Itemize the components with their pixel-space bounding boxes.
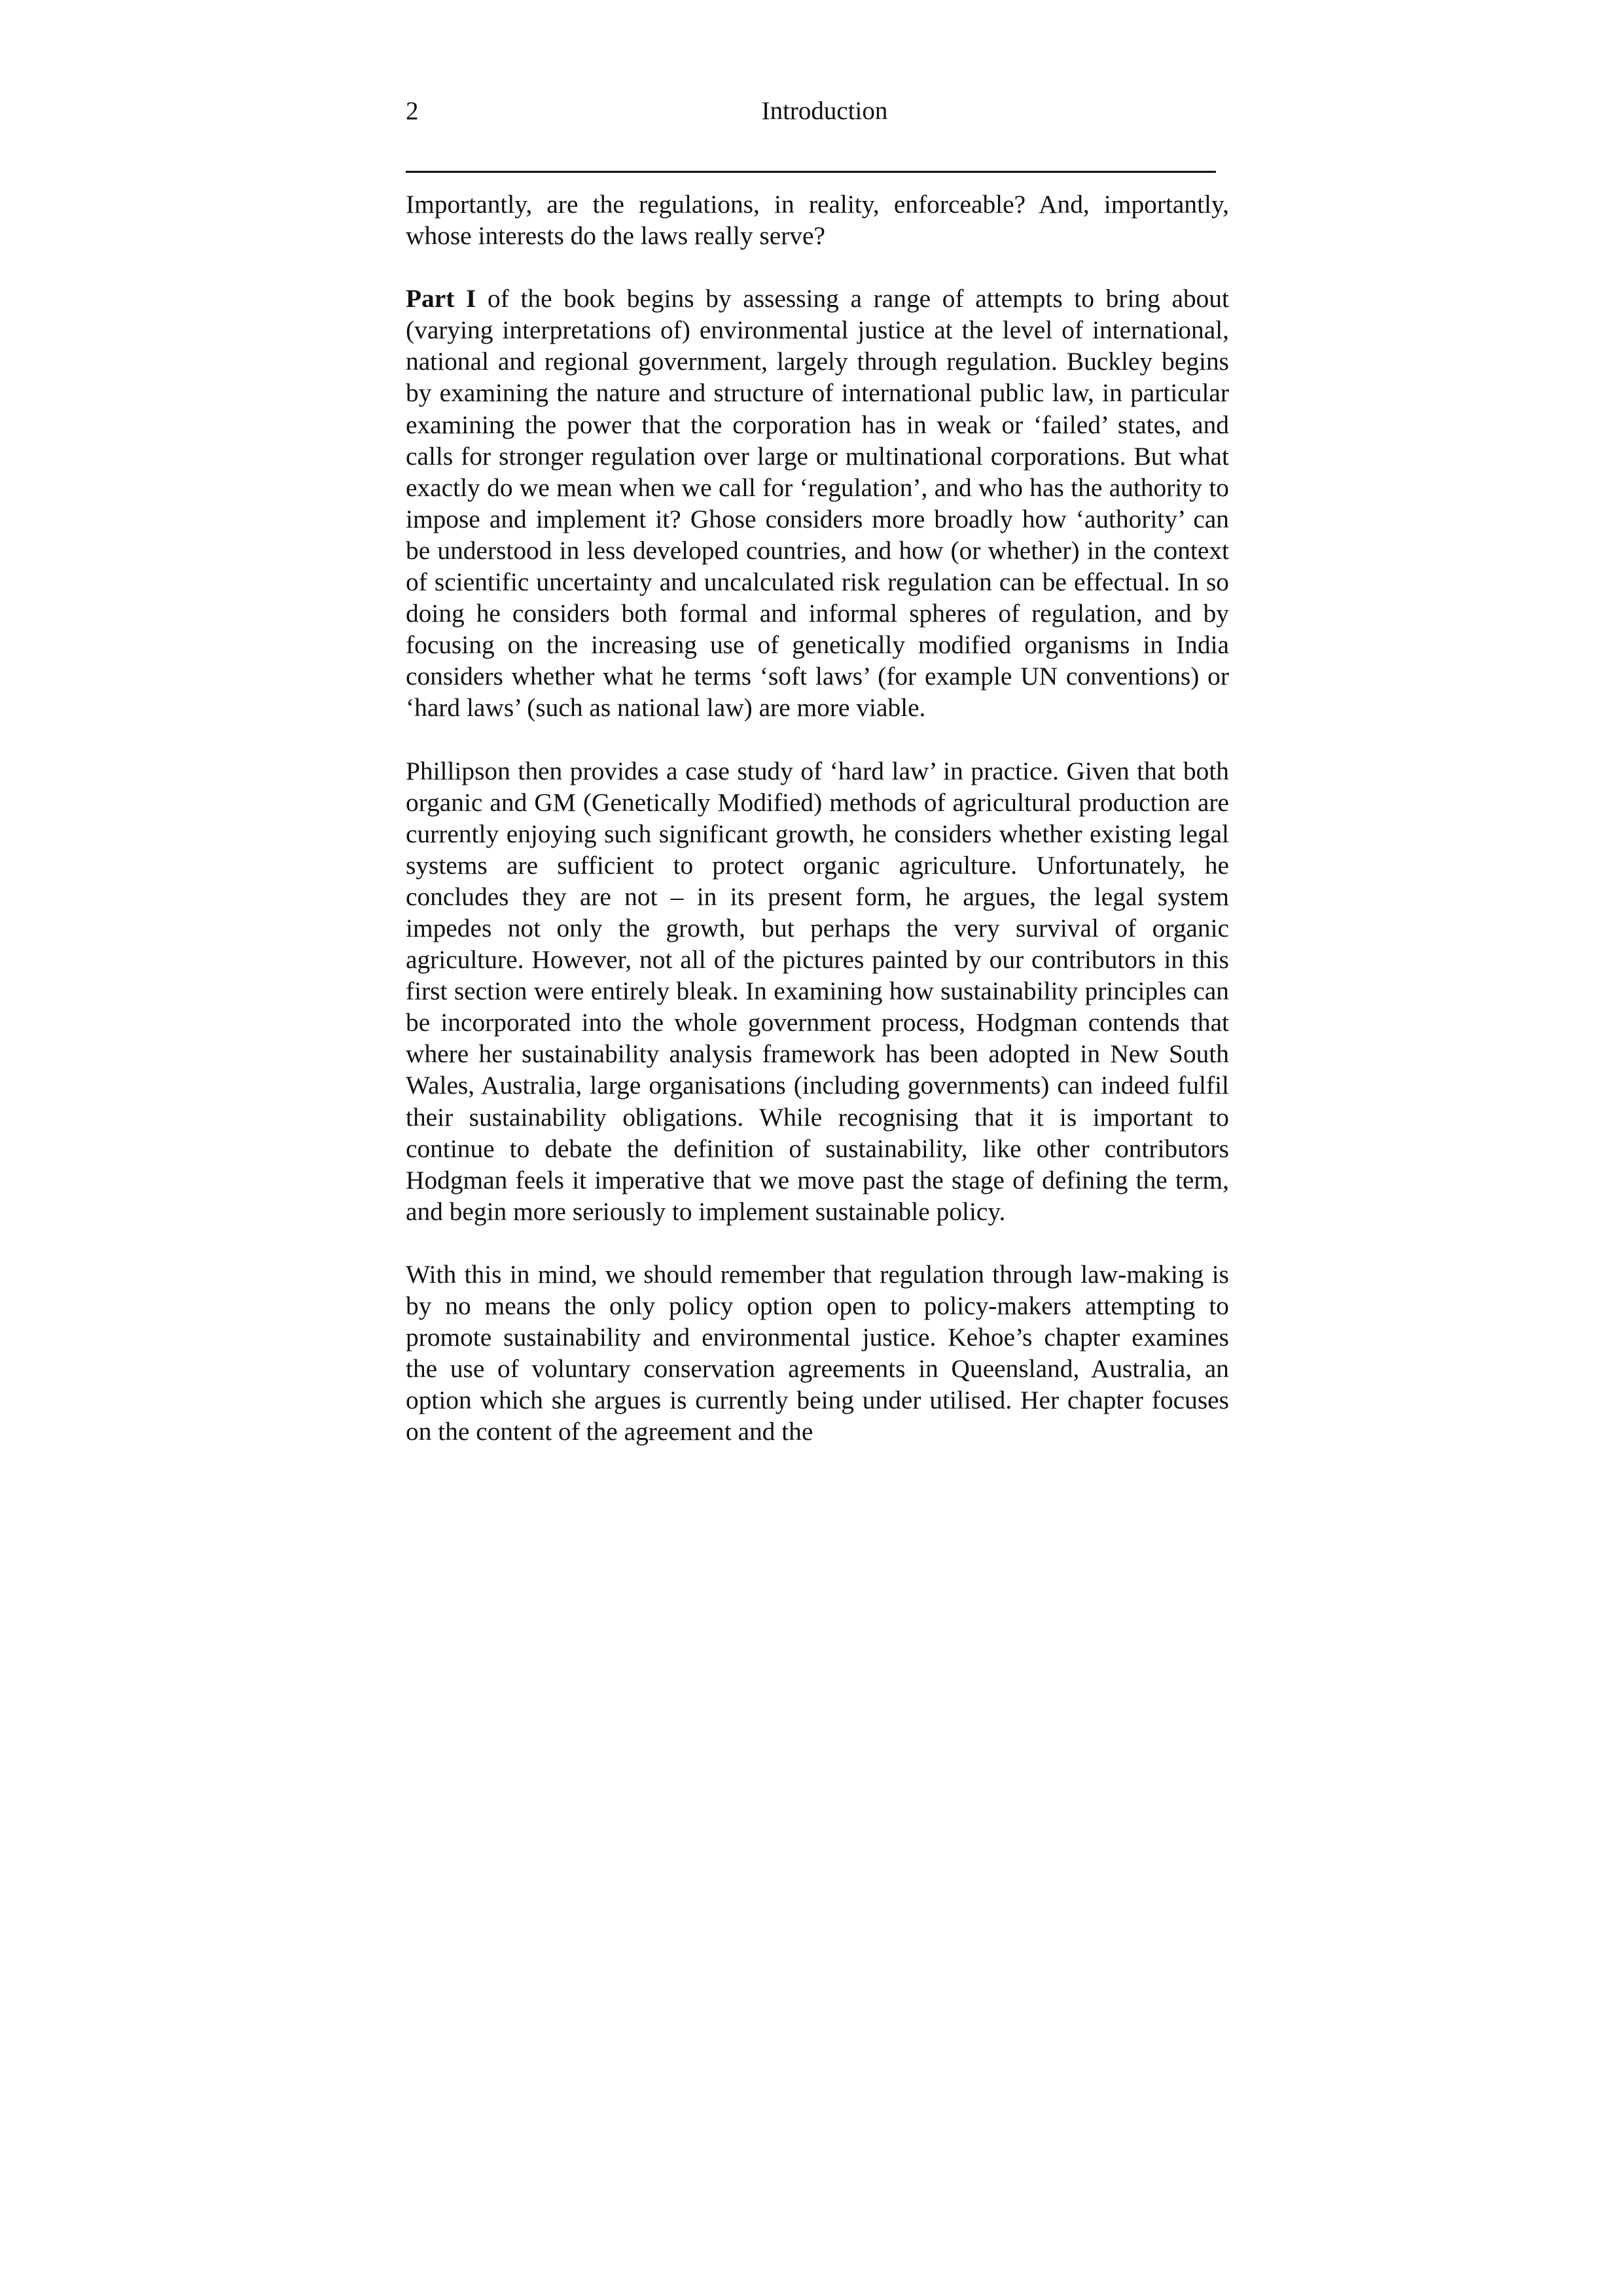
paragraph-2-text: of the book begins by assessing a range of attempts to bring about (varying interpretations of) environmental justice at the level of international, national and regional government, largely through regulation. Buckley begins by examining the nature and structure of international public law, in particular examining the power that the corporation has in weak or ‘failed’ states, and calls for stronger regulation over large or multinational corporations. But what exactly do we mean when we call for ‘regulation’, and who has the authority to impose and implement it? Ghose considers more broadly how ‘authority’ can be understood in less developed countries, and how (or whether) in the context of scientific uncertainty and uncalculated risk regulation can be effectual. In so doing he considers both formal and informal spheres of regulation, and by focusing on the increasing use of genetically modified organisms in India considers whether what he terms ‘soft laws’ (for example UN conventions) or ‘hard laws’ (such as national law) are more viable. bbox=[406, 284, 1229, 723]
running-head bbox=[406, 92, 1217, 131]
paragraph-2 bbox=[406, 283, 1229, 723]
paragraph-1: Importantly, are the regulations, in reality, enforceable? And, importantly, whose interests do the laws really serve? bbox=[406, 190, 1229, 251]
running-title: Introduction bbox=[761, 97, 888, 125]
page-number: 2 bbox=[406, 97, 419, 125]
paragraph-3: Phillipson then provides a case study of ‘hard law’ in practice. Given that both organic and GM (Genetically Modified) methods of agricultural production are currently enjoying such significant growth, he considers whether existing legal systems are sufficient to protect organic agriculture. Unfortunately, he concludes they are not – in its present form, he argues, the legal system impedes not only the growth, but perhaps the very survival of organic agriculture. However, not all of the pictures painted by our contributors in this first section were entirely bleak. In examining how sustainability principles can be incorporated into the whole government process, Hodgman contends that where her sustainability analysis framework has been adopted in New South Wales, Australia, large organisations (including governments) can indeed fulfil their sustainability obligations. While recognising that it is important to continue to debate the definition of sustainability, like other contributors Hodgman feels it imperative that we move past the stage of defining the term, and begin more seriously to implement sustainable policy. bbox=[406, 756, 1229, 1226]
paragraph-4: With this in mind, we should remember that regulation through law-making is by no means the only policy option open to policy-makers attempting to promote sustainability and environmental justice. Kehoe’s chapter examines the use of voluntary conservation agreements in Queensland, Australia, an option which she argues is currently being under utilised. Her chapter focuses on the content of the agreement and the bbox=[406, 1259, 1229, 1446]
part-heading-inline: Part I bbox=[406, 284, 476, 314]
body-text bbox=[406, 188, 1229, 1447]
header-rule bbox=[406, 171, 1216, 173]
